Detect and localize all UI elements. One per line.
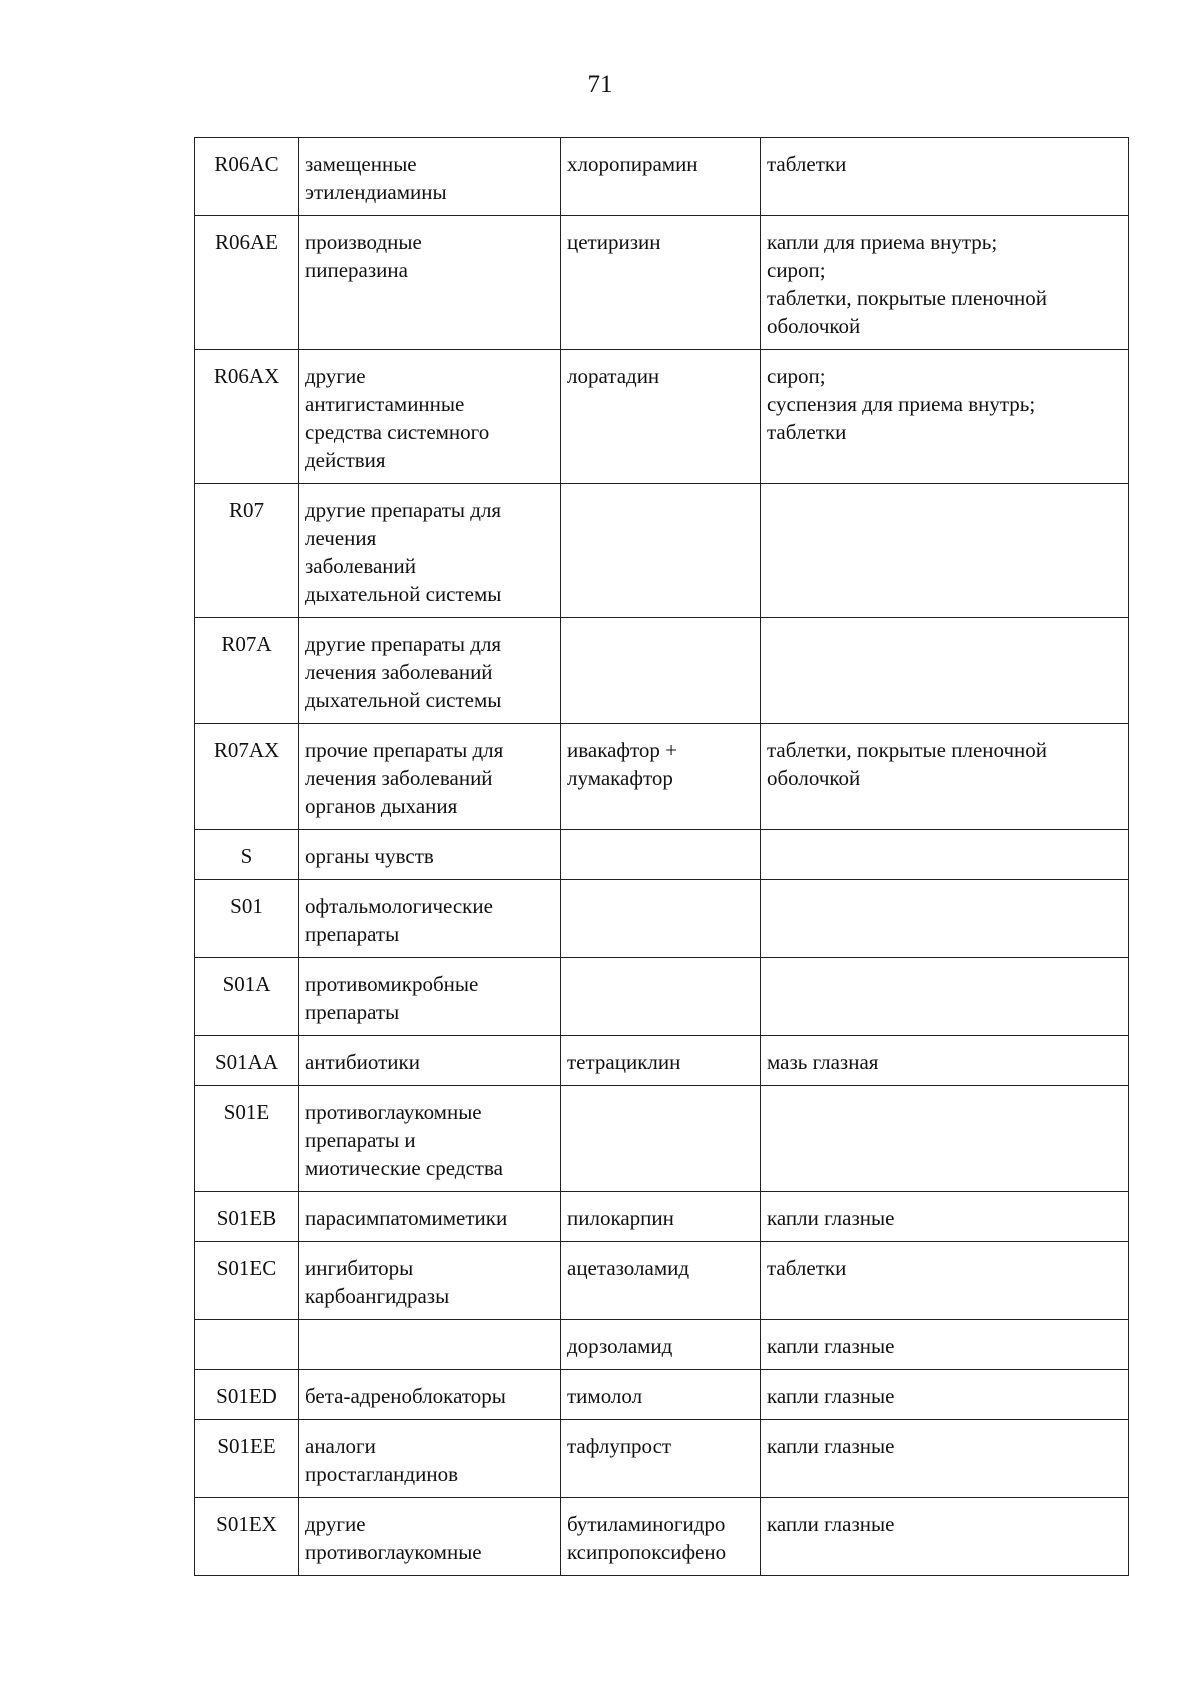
dosage-form-cell bbox=[761, 618, 1129, 724]
substance-cell bbox=[561, 830, 761, 880]
table-row bbox=[195, 1192, 1129, 1242]
group-cell: другие препараты для лечения заболеваний дыхательной системы bbox=[299, 618, 561, 724]
atc-code-cell: S01EC bbox=[195, 1242, 299, 1320]
dosage-form-cell: капли глазные bbox=[761, 1420, 1129, 1498]
dosage-form-cell: капли глазные bbox=[761, 1320, 1129, 1370]
group-cell: органы чувств bbox=[299, 830, 561, 880]
atc-code-cell: R06AC bbox=[195, 138, 299, 216]
atc-code-cell: S01A bbox=[195, 958, 299, 1036]
table-row bbox=[195, 1498, 1129, 1576]
substance-cell: цетиризин bbox=[561, 216, 761, 350]
group-cell: другие противоглаукомные bbox=[299, 1498, 561, 1576]
dosage-form-cell: капли глазные bbox=[761, 1192, 1129, 1242]
atc-code-cell: S01 bbox=[195, 880, 299, 958]
atc-code-cell: S01EB bbox=[195, 1192, 299, 1242]
group-cell: замещенные этилендиамины bbox=[299, 138, 561, 216]
dosage-form-cell bbox=[761, 880, 1129, 958]
substance-cell bbox=[561, 880, 761, 958]
group-cell: аналоги простагландинов bbox=[299, 1420, 561, 1498]
substance-cell bbox=[561, 1086, 761, 1192]
group-cell: производные пиперазина bbox=[299, 216, 561, 350]
substance-cell: бутиламиногидро ксипропоксифено bbox=[561, 1498, 761, 1576]
atc-code-cell: R06AE bbox=[195, 216, 299, 350]
atc-code-cell: S01E bbox=[195, 1086, 299, 1192]
substance-cell bbox=[561, 618, 761, 724]
atc-code-cell: S01EX bbox=[195, 1498, 299, 1576]
dosage-form-cell: таблетки bbox=[761, 1242, 1129, 1320]
group-cell: противоглаукомные препараты и миотические средства bbox=[299, 1086, 561, 1192]
atc-code-cell: S01EE bbox=[195, 1420, 299, 1498]
table-row bbox=[195, 1242, 1129, 1320]
table-row bbox=[195, 1086, 1129, 1192]
atc-code-cell: R07 bbox=[195, 484, 299, 618]
atc-code-cell: S bbox=[195, 830, 299, 880]
dosage-form-cell: сироп; суспензия для приема внутрь; таблетки bbox=[761, 350, 1129, 484]
group-cell: противомикробные препараты bbox=[299, 958, 561, 1036]
table-row bbox=[195, 350, 1129, 484]
dosage-form-cell: мазь глазная bbox=[761, 1036, 1129, 1086]
dosage-form-cell bbox=[761, 958, 1129, 1036]
substance-cell: тимолол bbox=[561, 1370, 761, 1420]
dosage-form-cell bbox=[761, 1086, 1129, 1192]
table-row bbox=[195, 484, 1129, 618]
dosage-form-cell bbox=[761, 484, 1129, 618]
group-cell: другие антигистаминные средства системного действия bbox=[299, 350, 561, 484]
substance-cell: хлоропирамин bbox=[561, 138, 761, 216]
table-row bbox=[195, 1370, 1129, 1420]
group-cell: офтальмологические препараты bbox=[299, 880, 561, 958]
substance-cell: тафлупрост bbox=[561, 1420, 761, 1498]
group-cell: прочие препараты для лечения заболеваний органов дыхания bbox=[299, 724, 561, 830]
dosage-form-cell: таблетки bbox=[761, 138, 1129, 216]
substance-cell bbox=[561, 958, 761, 1036]
group-cell: антибиотики bbox=[299, 1036, 561, 1086]
dosage-form-cell: капли глазные bbox=[761, 1498, 1129, 1576]
substance-cell: лоратадин bbox=[561, 350, 761, 484]
group-cell: ингибиторы карбоангидразы bbox=[299, 1242, 561, 1320]
dosage-form-cell: капли для приема внутрь; сироп; таблетки, покрытые пленочной оболочкой bbox=[761, 216, 1129, 350]
substance-cell: дорзоламид bbox=[561, 1320, 761, 1370]
group-cell: другие препараты для лечения заболеваний дыхательной системы bbox=[299, 484, 561, 618]
table-row bbox=[195, 880, 1129, 958]
atc-code-cell: S01AA bbox=[195, 1036, 299, 1086]
atc-code-cell: R07AX bbox=[195, 724, 299, 830]
table-row bbox=[195, 830, 1129, 880]
group-cell: бета-адреноблокаторы bbox=[299, 1370, 561, 1420]
table-row bbox=[195, 138, 1129, 216]
page-number: 71 bbox=[587, 71, 613, 98]
table-row bbox=[195, 618, 1129, 724]
group-cell bbox=[299, 1320, 561, 1370]
substance-cell: пилокарпин bbox=[561, 1192, 761, 1242]
atc-code-cell: S01ED bbox=[195, 1370, 299, 1420]
drug-table bbox=[194, 137, 1129, 1576]
substance-cell bbox=[561, 484, 761, 618]
group-cell: парасимпатомиметики bbox=[299, 1192, 561, 1242]
table-row bbox=[195, 1420, 1129, 1498]
substance-cell: ацетазоламид bbox=[561, 1242, 761, 1320]
substance-cell: ивакафтор + лумакафтор bbox=[561, 724, 761, 830]
dosage-form-cell bbox=[761, 830, 1129, 880]
dosage-form-cell: таблетки, покрытые пленочной оболочкой bbox=[761, 724, 1129, 830]
table-row bbox=[195, 1036, 1129, 1086]
atc-code-cell: R06AX bbox=[195, 350, 299, 484]
atc-code-cell bbox=[195, 1320, 299, 1370]
table-row bbox=[195, 958, 1129, 1036]
substance-cell: тетрациклин bbox=[561, 1036, 761, 1086]
atc-code-cell: R07A bbox=[195, 618, 299, 724]
dosage-form-cell: капли глазные bbox=[761, 1370, 1129, 1420]
table-row bbox=[195, 724, 1129, 830]
table-row bbox=[195, 1320, 1129, 1370]
table-row bbox=[195, 216, 1129, 350]
